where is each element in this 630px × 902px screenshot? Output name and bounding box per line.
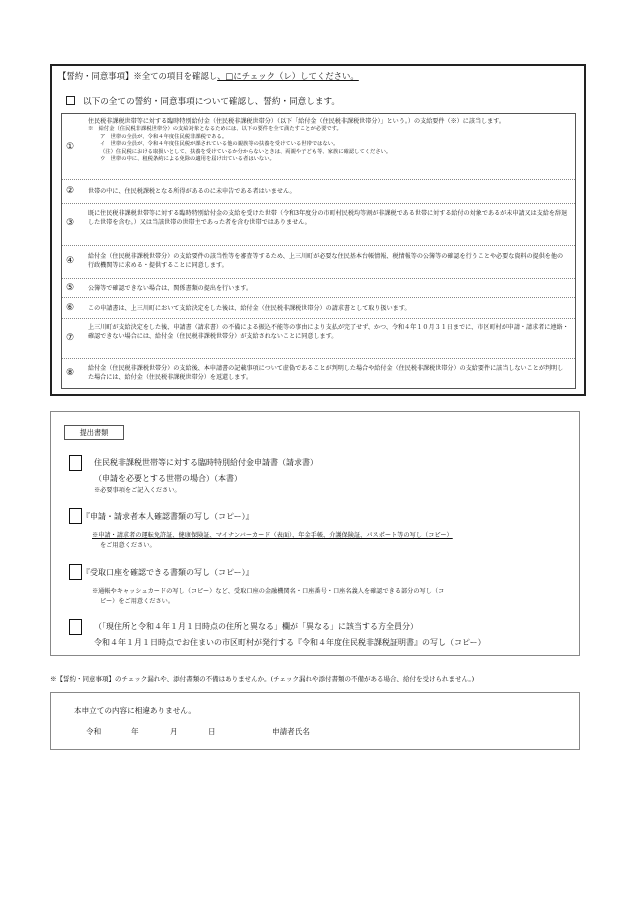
pledge-items-table	[61, 113, 576, 389]
doc3-note: ※通帳やキャッシュカードの写し（コピー）など、受取口座の金融機関名・口座番号・口座名義人を確認できる部分の写し（コ	[92, 588, 445, 595]
item-text: 住民税非課税世帯等に対する臨時特別給付金（住民税非課税世帯分）（以下「給付金（住民税非課税世帯分）」という。）の支給要件（※）に該当します。	[88, 118, 505, 125]
doc3-checkbox[interactable]	[69, 564, 82, 580]
item-number: ③	[66, 218, 75, 228]
pledge-header-text: ※全ての項目を確認し	[133, 71, 218, 81]
item-number: ②	[66, 186, 75, 196]
item-text: この申請書は、上三川町において支給決定をした後は、給付金（住民税非課税世帯分）の請求書として取り扱います。	[88, 305, 411, 312]
agree-all-checkbox[interactable]	[66, 96, 75, 105]
doc2-title: 『申請・請求者本人確認書類の写し（コピー）』	[82, 512, 254, 521]
requirement-c: ウ 世帯の中に、租税条約による免除の適用を届け出ている者はいない。	[100, 155, 275, 162]
documents-label: 提出書類	[64, 425, 124, 440]
check-warning: ※【誓約・同意事項】のチェック漏れや、添付書類の不備はありませんか。(チェック漏れや添付書類の不備がある場合、給付を受けられません。)	[50, 675, 475, 683]
pledge-header	[58, 70, 359, 82]
item-1-requirements	[88, 126, 569, 163]
doc4-subtitle: 令和４年１月１日時点でお住まいの市区町村が発行する『令和４年度住民税非課税証明書』の写し（コピー）	[94, 638, 486, 647]
date-era: 令和	[86, 727, 102, 736]
requirement-b: イ 世帯の全員が、令和４年度住民税が課されている他の親族等の扶養を受けている世帯ではない。	[100, 141, 339, 148]
pledge-item-3	[62, 203, 575, 245]
item-text: 世帯の中に、住民税課税となる所得があるのに未申告である者はいません。	[88, 188, 296, 195]
date-year: 年	[131, 727, 139, 736]
item-text: 公簿等で確認できない場合は、関係書類の提出を行います。	[88, 285, 253, 292]
requirement-note: ※ 給付金（住民税非課税世帯分）の支給対象となるためには、以下の要件を全て満たすことが必要です。	[88, 126, 342, 133]
item-text: 上三川町が支給決定をした後、申請書（請求書）の不備による振込不能等の事由により支払が完了せず、かつ、令和４年１０月３１日までに、市区町村が申請・請求者に連絡・確認できない場合には、給付金（住民税非課税世帯分）が支給されないことに同意します。	[88, 324, 569, 341]
pledge-item-5	[62, 278, 575, 297]
doc1-note: ※必要事項をご記入ください。	[94, 487, 181, 494]
requirement-note-b: （注）住民税における取扱いとして、扶養を受けているか分からないときは、両親や子ども等、家族に確認してください。	[100, 148, 392, 155]
item-text: 給付金（住民税非課税世帯分）の支給後、本申請書の記載事項について虚偽であることが判明した場合や給付金（住民税非課税世帯分）の支給要件に該当しないことが判明した場合には、給付金（住民税非課税世帯分）を返還します。	[88, 365, 564, 382]
doc1-subtitle: （申請を必要とする世帯の場合）（本書）	[94, 474, 242, 483]
doc3-title: 『受取口座を確認できる書類の写し（コピー）』	[82, 568, 254, 577]
pledge-item-6	[62, 297, 575, 318]
pledge-item-2	[62, 179, 575, 203]
pledge-item-8	[62, 358, 575, 388]
doc2-checkbox[interactable]	[69, 508, 82, 524]
pledge-item-4	[62, 245, 575, 278]
item-number: ⑥	[66, 303, 75, 313]
pledge-header-instruction: 、□にチェック（レ）してください。	[217, 71, 359, 81]
applicant-name-label: 申請者氏名	[272, 727, 310, 736]
declaration-text: 本申立ての内容に相違ありません。	[74, 706, 196, 715]
doc4-title: （「現住所と令和４年１月１日時点の住所と異なる」欄が「異なる」に該当する方全員分）	[94, 622, 418, 631]
item-number: ④	[66, 256, 75, 266]
pledge-item-1	[62, 114, 575, 179]
doc3-note-cont: ピー）をご用意ください。	[100, 598, 175, 605]
declaration-section	[50, 692, 580, 750]
doc2-note: ※申請・請求者の運転免許証、健康保険証、マイナンバーカード（表面）、年金手帳、介護保険証、パスポート等の写し（コピー）	[92, 532, 453, 539]
requirement-a: ア 世帯の全員が、令和４年度住民税非課税である。	[100, 133, 228, 140]
item-text: 給付金（住民税非課税世帯分）の支給要件の該当性等を審査等するため、上三川町が必要な住民基本台帳情報、税情報等の公簿等の確認を行うことや必要な資料の提供を他の行政機関等に求める・提供することに同意します。	[88, 253, 564, 270]
doc1-title: 住民税非課税世帯等に対する臨時特別給付金申請書（請求書）	[94, 458, 318, 467]
item-text: 既に住民税非課税世帯等に対する臨時特別給付金の支給を受けた世帯（令和3年度分の市町村民税均等割が非課税である世帯に対する給付の対象であるが未申請又は支給を辞退した世帯を含む。）又は当該世帯の世帯主であった者を含む世帯ではありません。	[88, 210, 568, 227]
item-number: ⑦	[66, 333, 75, 343]
item-number: ⑤	[66, 283, 75, 293]
date-day: 日	[208, 727, 216, 736]
agree-all-row[interactable]	[66, 95, 340, 107]
doc1-checkbox[interactable]	[69, 455, 82, 471]
item-number: ①	[66, 142, 75, 152]
agree-all-label: 以下の全ての誓約・同意事項について確認し、誓約・同意します。	[83, 97, 340, 107]
pledge-header-title: 【誓約・同意事項】	[58, 71, 134, 81]
pledge-item-7	[62, 318, 575, 358]
date-month: 月	[170, 727, 178, 736]
item-number: ⑧	[66, 368, 75, 378]
doc2-note-cont: をご用意ください。	[100, 542, 156, 549]
doc4-checkbox[interactable]	[69, 619, 82, 635]
